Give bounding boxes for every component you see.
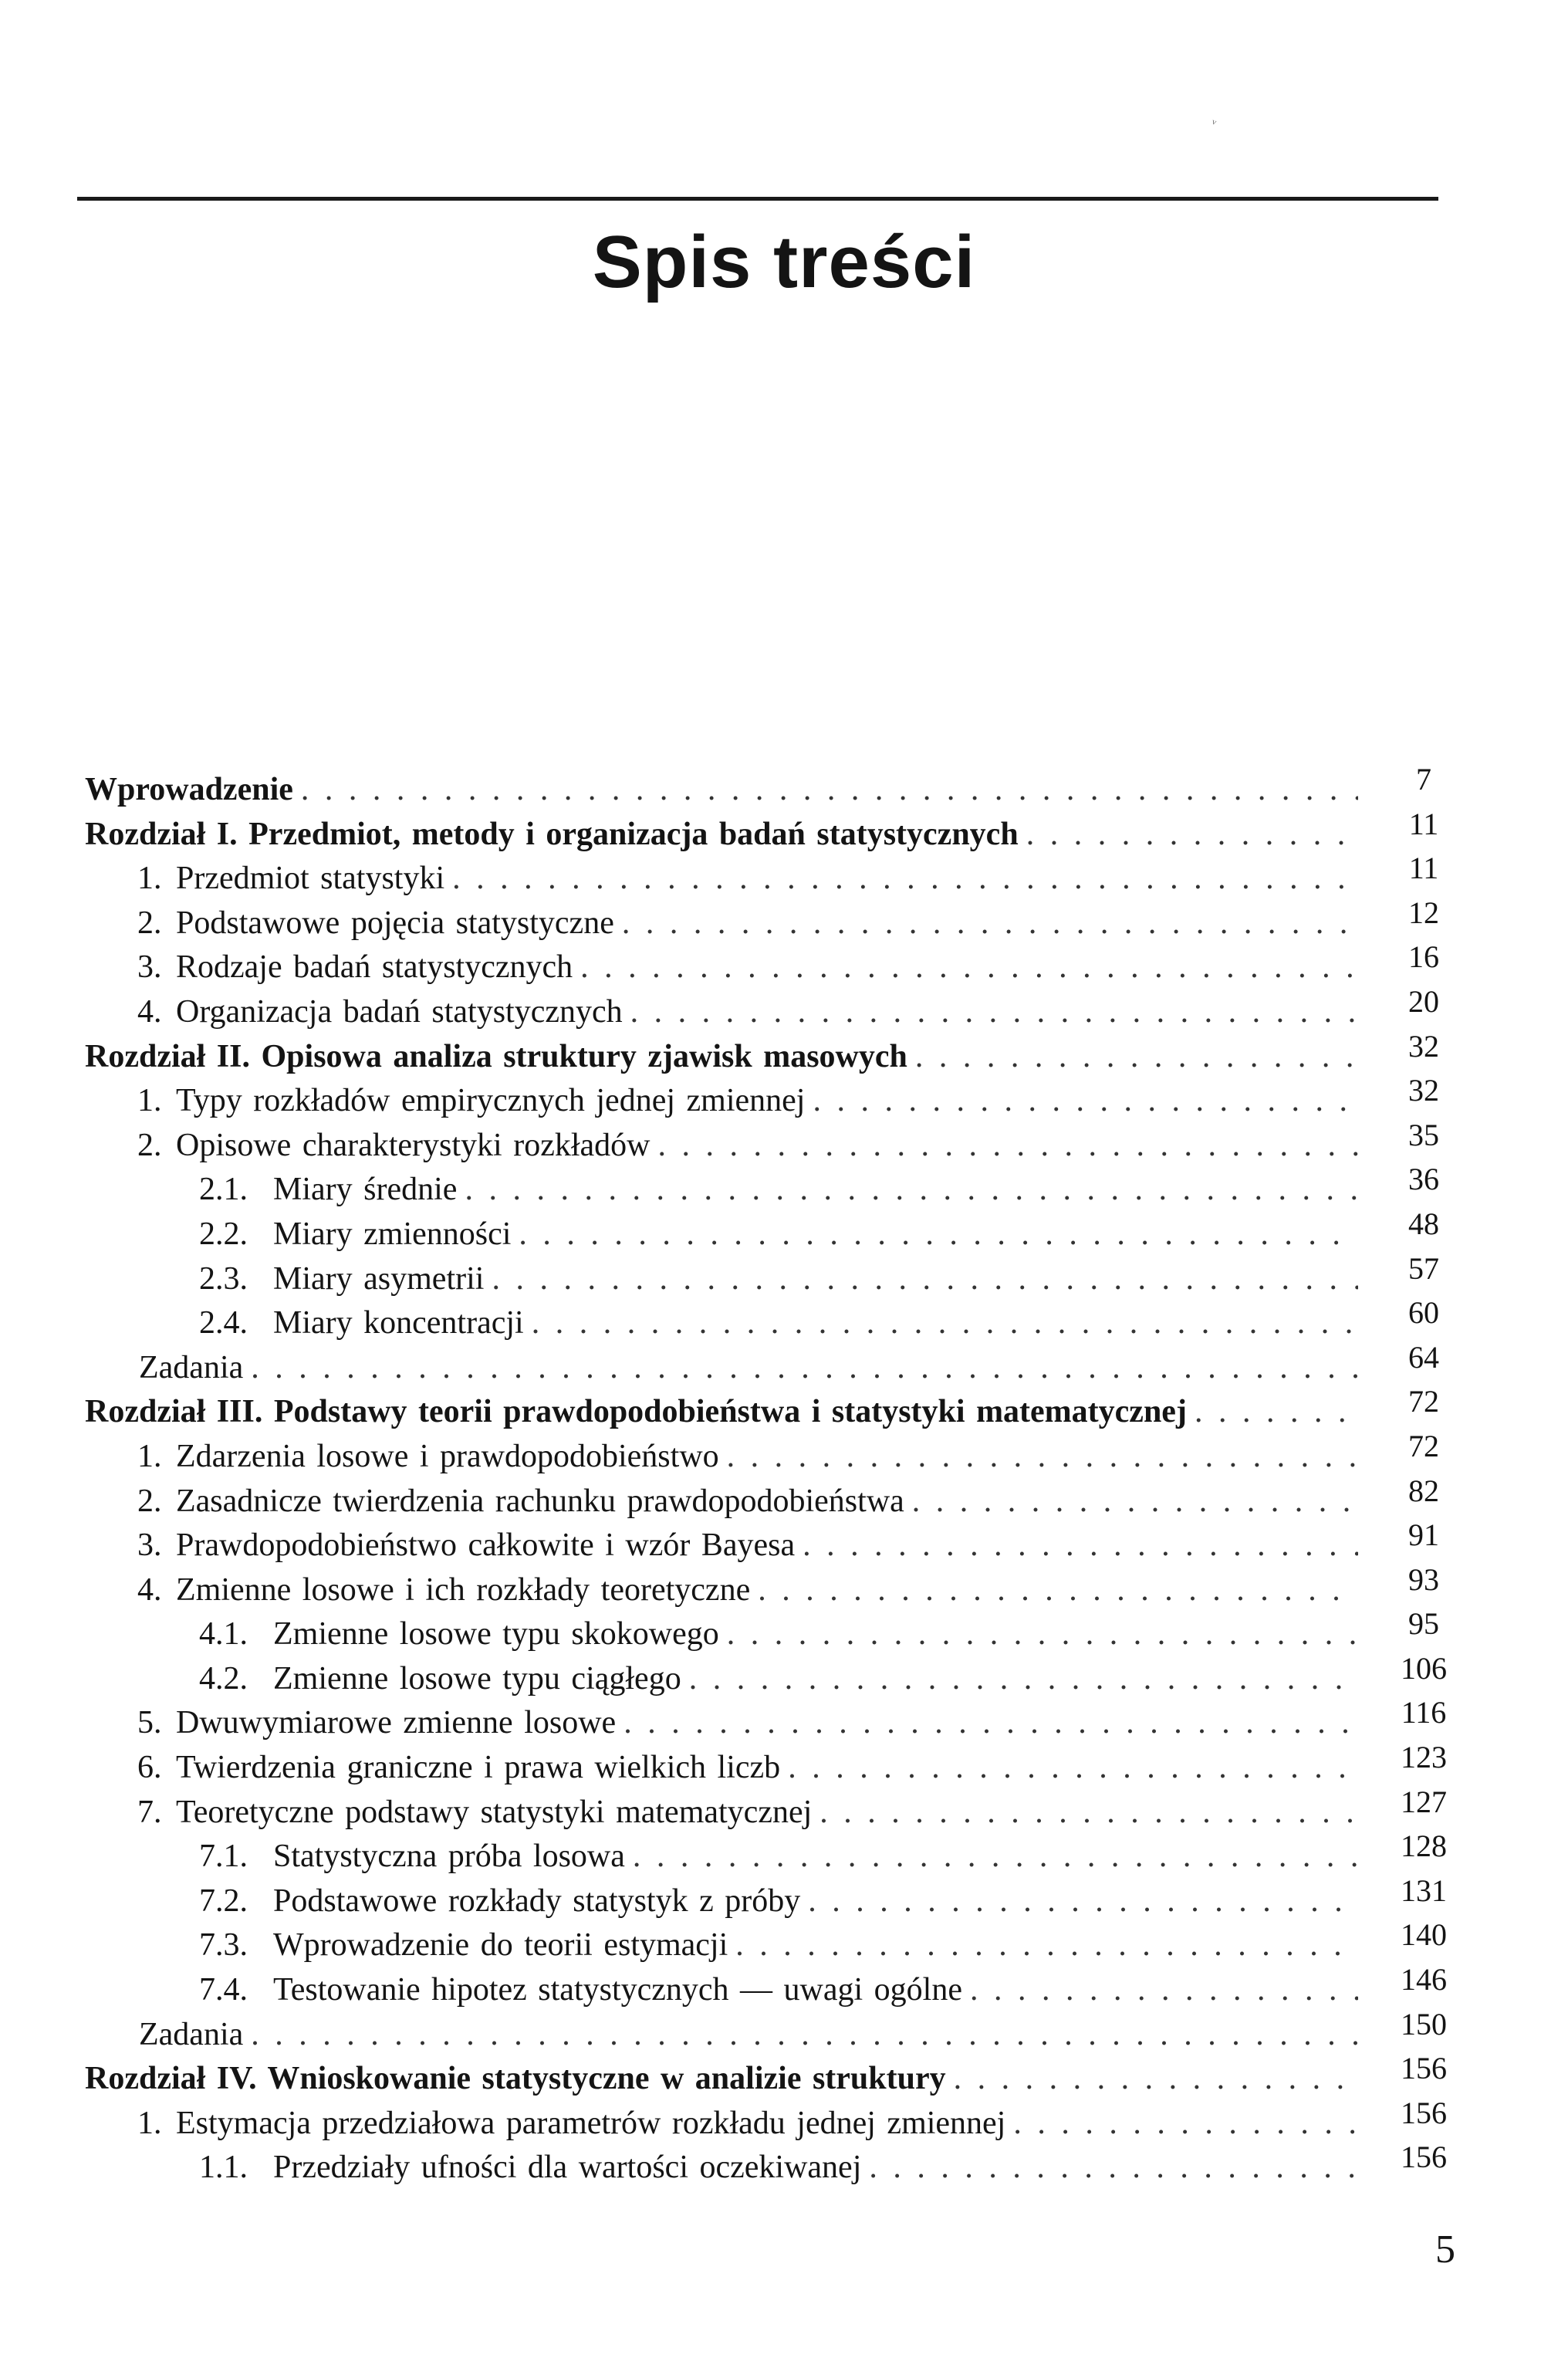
toc-page-number: 156 (1401, 2051, 1447, 2086)
toc-entry-text (199, 1968, 1366, 2013)
dot-leader (758, 1568, 1358, 1613)
dot-leader (1195, 1390, 1358, 1435)
toc-entry-label: Zadania (139, 2016, 244, 2052)
dot-leader (623, 1701, 1358, 1746)
dot-leader (622, 902, 1358, 946)
toc-entry-number: 2. (137, 1483, 162, 1519)
dot-leader (1026, 813, 1358, 858)
toc-chapter-entry (85, 762, 1474, 813)
toc-entry (85, 1117, 1474, 1169)
toc-page-number: 48 (1408, 1206, 1439, 1241)
dot-leader (912, 1480, 1358, 1524)
toc-entry-label: Estymacja przedziałowa parametrów rozkładu jednej zmiennej (176, 2105, 1006, 2141)
toc-entry-text (137, 2102, 1366, 2146)
toc-entry (85, 1339, 1474, 1391)
dot-leader (813, 1079, 1358, 1124)
toc-entry-text (199, 2146, 1366, 2190)
toc-entry (85, 983, 1474, 1035)
page-title: Spis treści (592, 221, 976, 303)
toc-page-number: 11 (1408, 851, 1439, 886)
dot-leader (869, 2146, 1358, 2190)
toc-entry-text (85, 768, 1366, 813)
toc-entry (85, 1606, 1474, 1657)
toc-entry-number: 2.4. (199, 1305, 248, 1341)
toc-entry (85, 1828, 1474, 1879)
toc-entry-text (137, 1791, 1366, 1835)
toc-page-number: 72 (1408, 1428, 1439, 1463)
dot-leader (465, 1168, 1358, 1213)
toc-entry-text (139, 2013, 1366, 2058)
toc-entry-text (199, 1301, 1366, 1346)
toc-entry-label: Zmienne losowe typu skokowego (273, 1616, 719, 1653)
toc-chapter-entry (85, 1028, 1474, 1080)
toc-entry-label: Wprowadzenie do teorii estymacji (273, 1927, 728, 1964)
toc-entry-label: Statystyczna próba losowa (273, 1839, 625, 1875)
toc-entry-label: Rodzaje badań statystycznych (176, 949, 573, 986)
toc-entry-label: Rozdział IV. Wnioskowanie statystyczne w analizie struktury (85, 2061, 946, 2097)
toc-page-number: 72 (1408, 1384, 1439, 1419)
toc-entry (85, 1740, 1474, 1791)
toc-entry-number: 2.3. (199, 1260, 248, 1297)
toc-entry-number: 3. (137, 949, 162, 986)
toc-entry (85, 851, 1474, 902)
dot-leader (657, 1124, 1358, 1169)
toc-entry (85, 1206, 1474, 1257)
toc-entry-label: Teoretyczne podstawy statystyki matematycznej (176, 1794, 813, 1830)
toc-page-number: 32 (1408, 1028, 1439, 1064)
toc-entry-number: 5. (137, 1705, 162, 1741)
toc-entry-label: Zmienne losowe typu ciągłego (273, 1660, 681, 1697)
toc-entry (85, 1517, 1474, 1568)
toc-entry-label: Miary asymetrii (273, 1260, 485, 1297)
toc-entry-label: Wprowadzenie (85, 772, 293, 807)
toc-entry-label: Rozdział I. Przedmiot, metody i organizacja badań statystycznych (85, 816, 1019, 852)
toc-entry-text (137, 902, 1366, 946)
toc-entry (85, 1872, 1474, 1924)
dot-leader (954, 2057, 1358, 2102)
toc-page-number: 7 (1416, 762, 1431, 797)
toc-entry (85, 1784, 1474, 1835)
page-number: 5 (1435, 2228, 1455, 2272)
toc-page-number: 116 (1401, 1695, 1447, 1730)
toc-page-number: 35 (1408, 1117, 1439, 1152)
toc-entry-text (137, 857, 1366, 902)
toc-entry-text (137, 1746, 1366, 1791)
toc-entry-text (199, 1257, 1366, 1302)
dot-leader (735, 1923, 1358, 1968)
toc-entry (85, 1650, 1474, 1702)
toc-entry (85, 1295, 1474, 1346)
toc-entry (85, 1917, 1474, 1968)
dot-leader (492, 1257, 1358, 1302)
toc-entry (85, 1473, 1474, 1524)
toc-entry-label: Zmienne losowe i ich rozkłady teoretyczne (176, 1571, 751, 1608)
toc-entry-text (85, 813, 1366, 858)
toc-page-number: 140 (1401, 1917, 1447, 1953)
toc-entry-number: 2. (137, 1127, 162, 1163)
toc-entry-label: Organizacja badań statystycznych (176, 993, 623, 1030)
toc-entry-text (85, 2057, 1366, 2102)
toc-entry-label: Miary średnie (273, 1172, 458, 1208)
toc-entry-label: Opisowe charakterystyki rozkładów (176, 1127, 651, 1163)
toc-page-number: 93 (1408, 1561, 1439, 1597)
toc-entry-text (199, 1213, 1366, 1257)
toc-entry-label: Typy rozkładów empirycznych jednej zmiennej (176, 1083, 806, 1119)
toc-page-number: 128 (1401, 1828, 1447, 1864)
toc-entry-number: 7.4. (199, 1972, 248, 2008)
toc-entry-number: 7. (137, 1794, 162, 1830)
toc-entry-text (199, 1168, 1366, 1213)
toc-entry-label: Prawdopodobieństwo całkowite i wzór Bayesa (176, 1527, 796, 1564)
table-of-contents (85, 762, 1474, 2190)
dot-leader (803, 1524, 1358, 1568)
scan-speck: ᵛ (1208, 115, 1218, 132)
toc-entry-text (137, 1435, 1366, 1480)
toc-page-number: 16 (1408, 939, 1439, 975)
toc-page-number: 32 (1408, 1073, 1439, 1108)
toc-page-number: 150 (1401, 2006, 1447, 2042)
toc-entry-number: 4.1. (199, 1616, 248, 1653)
toc-entry-label: Podstawowe pojęcia statystyczne (176, 905, 614, 941)
toc-entry-text (85, 1035, 1366, 1080)
toc-page-number: 91 (1408, 1517, 1439, 1553)
toc-entry-label: Przedmiot statystyki (176, 861, 445, 897)
toc-entry-text (199, 1923, 1366, 1968)
toc-page-number: 82 (1408, 1473, 1439, 1508)
toc-entry-label: Zadania (139, 1349, 244, 1385)
dot-leader (727, 1435, 1358, 1480)
toc-entry (85, 1561, 1474, 1613)
dot-leader (819, 1791, 1358, 1835)
toc-entry-text (199, 1612, 1366, 1657)
toc-entry-label: Zdarzenia losowe i prawdopodobieństwo (176, 1438, 719, 1474)
toc-entry (85, 2006, 1474, 2058)
toc-entry-text (137, 1124, 1366, 1169)
toc-entry-label: Przedziały ufności dla wartości oczekiwanej (273, 2150, 862, 2186)
toc-page-number: 12 (1408, 895, 1439, 930)
toc-page-number: 131 (1401, 1872, 1447, 1908)
dot-leader (580, 946, 1358, 990)
toc-entry-text (137, 1079, 1366, 1124)
toc-page-number: 11 (1408, 806, 1439, 841)
toc-page-number: 156 (1401, 2095, 1447, 2130)
toc-entry-number: 6. (137, 1750, 162, 1786)
toc-entry (85, 1428, 1474, 1480)
toc-entry-text (137, 1524, 1366, 1568)
dot-leader (630, 990, 1358, 1035)
toc-entry (85, 1250, 1474, 1302)
toc-entry-label: Miary zmienności (273, 1216, 512, 1252)
toc-entry-label: Rozdział III. Podstawy teorii prawdopodobieństwa i statystyki matematycznej (85, 1394, 1187, 1430)
toc-page-number: 64 (1408, 1339, 1439, 1375)
toc-entry-number: 3. (137, 1527, 162, 1564)
dot-leader (689, 1657, 1358, 1702)
toc-page-number: 106 (1401, 1650, 1447, 1686)
toc-chapter-entry (85, 1384, 1474, 1435)
toc-entry-number: 2. (137, 905, 162, 941)
toc-entry-label: Dwuwymiarowe zmienne losowe (176, 1705, 617, 1741)
toc-entry-number: 7.2. (199, 1883, 248, 1919)
dot-leader (251, 2013, 1358, 2058)
toc-entry-text (139, 1346, 1366, 1391)
toc-page-number: 20 (1408, 983, 1439, 1019)
toc-entry-number: 1. (137, 1438, 162, 1474)
toc-entry (85, 2095, 1474, 2146)
toc-entry (85, 895, 1474, 946)
dot-leader (519, 1213, 1358, 1257)
dot-leader (532, 1301, 1358, 1346)
dot-leader (251, 1346, 1358, 1391)
toc-entry-number: 4. (137, 1571, 162, 1608)
toc-chapter-entry (85, 806, 1474, 858)
toc-entry (85, 1695, 1474, 1746)
toc-entry-label: Testowanie hipotez statystycznych — uwagi ogólne (273, 1972, 962, 2008)
toc-page-number: 127 (1401, 1784, 1447, 1819)
toc-page-number: 95 (1408, 1606, 1439, 1642)
toc-entry-text (137, 990, 1366, 1035)
toc-entry-text (199, 1835, 1366, 1879)
toc-page-number: 156 (1401, 2140, 1447, 2175)
toc-entry-number: 4.2. (199, 1660, 248, 1697)
toc-entry-number: 4. (137, 993, 162, 1030)
toc-entry-text (137, 1568, 1366, 1613)
toc-entry-label: Rozdział II. Opisowa analiza struktury zjawisk masowych (85, 1038, 907, 1074)
toc-entry (85, 1162, 1474, 1213)
toc-entry-text (85, 1390, 1366, 1435)
dot-leader (970, 1968, 1358, 2013)
toc-entry-number: 2.1. (199, 1172, 248, 1208)
toc-entry (85, 1073, 1474, 1124)
dot-leader (727, 1612, 1358, 1657)
dot-leader (915, 1035, 1358, 1080)
toc-entry (85, 939, 1474, 990)
dot-leader (788, 1746, 1358, 1791)
title-rule (77, 197, 1438, 201)
toc-entry-number: 1. (137, 861, 162, 897)
toc-entry (85, 1962, 1474, 2013)
toc-entry-text (137, 946, 1366, 990)
dot-leader (1013, 2102, 1358, 2146)
toc-entry (85, 2140, 1474, 2190)
toc-entry-text (199, 1879, 1366, 1924)
toc-entry-number: 1. (137, 1083, 162, 1119)
toc-entry-text (199, 1657, 1366, 1702)
dot-leader (301, 768, 1358, 813)
toc-page-number: 123 (1401, 1740, 1447, 1775)
toc-entry-number: 2.2. (199, 1216, 248, 1252)
toc-page-number: 36 (1408, 1162, 1439, 1197)
dot-leader (633, 1835, 1358, 1879)
toc-page-number: 60 (1408, 1295, 1439, 1331)
toc-entry-number: 7.1. (199, 1839, 248, 1875)
toc-page-number: 57 (1408, 1250, 1439, 1286)
toc-entry-number: 7.3. (199, 1927, 248, 1964)
dot-leader (452, 857, 1358, 902)
dot-leader (808, 1879, 1358, 1924)
toc-entry-text (137, 1701, 1366, 1746)
toc-entry-label: Miary koncentracji (273, 1305, 524, 1341)
toc-entry-number: 1. (137, 2105, 162, 2141)
toc-entry-label: Podstawowe rozkłady statystyk z próby (273, 1883, 801, 1919)
toc-chapter-entry (85, 2051, 1474, 2102)
toc-entry-label: Twierdzenia graniczne i prawa wielkich liczb (176, 1750, 781, 1786)
toc-entry-label: Zasadnicze twierdzenia rachunku prawdopodobieństwa (176, 1483, 904, 1519)
toc-entry-text (137, 1480, 1366, 1524)
toc-entry-number: 1.1. (199, 2150, 248, 2186)
toc-page-number: 146 (1401, 1962, 1447, 1998)
